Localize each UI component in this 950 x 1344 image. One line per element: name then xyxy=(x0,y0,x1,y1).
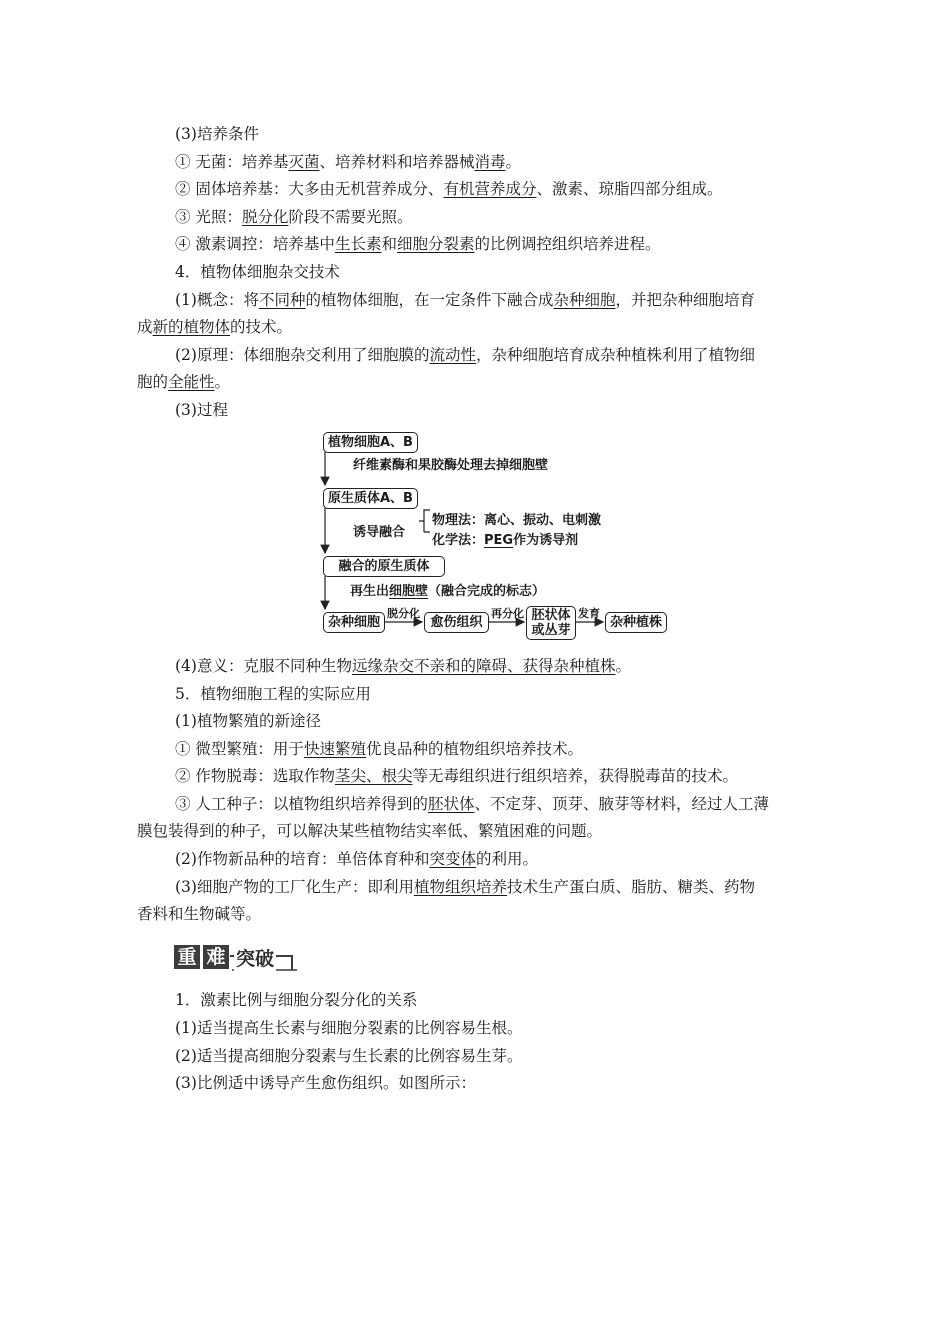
culture-item-solid-medium: ② 固体培养基：大多由无机营养成分、有机营养成分、激素、琼脂四部分组成。 xyxy=(175,180,723,198)
micropropagation-line: ① 微型繁殖：用于快速繁殖优良品种的植物组织培养技术。 xyxy=(175,740,583,758)
label-dedifferentiation: 脱分化 xyxy=(387,607,420,620)
label-develop: 发育 xyxy=(578,607,600,620)
label-redifferentiation: 再分化 xyxy=(491,607,524,620)
factory-production-line-2: 香料和生物碱等。 xyxy=(137,905,262,923)
rooting-line: (1)适当提高生长素与细胞分裂素的比例容易生根。 xyxy=(175,1019,523,1037)
key-difficulty-banner xyxy=(172,942,302,976)
artificial-seed-line-2: 膜包装得到的种子，可以解决某些植物结实率低、繁殖困难的问题。 xyxy=(137,822,603,840)
culture-item-light: ③ 光照：脱分化阶段不需要光照。 xyxy=(175,208,413,226)
culture-item-sterile: ① 无菌：培养基灭菌、培养材料和培养器械消毒。 xyxy=(175,153,521,171)
banner-char-1: 重 xyxy=(177,946,197,968)
box-callus: 愈伤组织 xyxy=(424,612,489,633)
significance-line: (4)意义：克服不同种生物远缘杂交不亲和的障碍、获得杂种植株。 xyxy=(175,657,631,675)
process-heading: (3)过程 xyxy=(175,401,228,419)
new-variety-line: (2)作物新品种的培育：单倍体育种和突变体的利用。 xyxy=(175,850,538,868)
callus-line: (3)比例适中诱导产生愈伤组织。如图所示： xyxy=(175,1074,476,1092)
hormone-ratio-heading: 1．激素比例与细胞分裂分化的关系 xyxy=(175,991,418,1009)
propagation-heading: (1)植物繁殖的新途径 xyxy=(175,712,321,730)
principle-line-1: (2)原理：体细胞杂交利用了细胞膜的流动性，杂种细胞培育成杂种植株利用了植物细 xyxy=(175,346,755,364)
box-protoplasts: 原生质体A、B xyxy=(323,488,418,509)
culture-heading: (3)培养条件 xyxy=(175,125,259,143)
fusion-bracket xyxy=(419,510,430,532)
label-enzyme: 纤维素酶和果胶酶处理去掉细胞壁 xyxy=(353,458,549,473)
label-physical-method: 物理法：离心、振动、电刺激 xyxy=(432,513,602,528)
label-regenerate-wall: 再生出细胞壁（融合完成的标志） xyxy=(350,584,546,599)
box-fused-protoplast: 融合的原生质体 xyxy=(323,556,445,577)
concept-line-1: (1)概念：将不同种的植物体细胞，在一定条件下融合成杂种细胞，并把杂种细胞培育 xyxy=(175,291,756,309)
banner-breakthrough: 突破 xyxy=(236,948,275,970)
concept-line-2: 成新的植物体的技术。 xyxy=(137,318,293,336)
section-5-heading: 5．植物细胞工程的实际应用 xyxy=(175,685,371,703)
sprouting-line: (2)适当提高细胞分裂素与生长素的比例容易生芽。 xyxy=(175,1047,523,1065)
banner-char-2: 难 xyxy=(206,946,226,968)
box-hybrid-plant: 杂种植株 xyxy=(605,612,667,633)
principle-line-2: 胞的全能性。 xyxy=(137,373,231,391)
culture-item-hormone: ④ 激素调控：培养基中生长素和细胞分裂素的比例调控组织培养进程。 xyxy=(175,235,661,253)
label-induce-fusion: 诱导融合 xyxy=(353,525,406,540)
section-4-heading: 4．植物体细胞杂交技术 xyxy=(175,263,340,281)
detox-line: ② 作物脱毒：选取作物茎尖、根尖等无毒组织进行组织培养，获得脱毒苗的技术。 xyxy=(175,767,738,785)
diagram-connectors xyxy=(0,0,950,650)
factory-production-line-1: (3)细胞产物的工厂化生产：即利用植物组织培养技术生产蛋白质、脂肪、糖类、药物 xyxy=(175,878,755,896)
box-hybrid-cell: 杂种细胞 xyxy=(323,612,385,633)
box-plant-cells: 植物细胞A、B xyxy=(323,432,418,453)
label-chemical-method: 化学法：PEG作为诱导剂 xyxy=(432,533,579,548)
artificial-seed-line-1: ③ 人工种子：以植物组织培养得到的胚状体、不定芽、顶芽、腋芽等材料，经过人工薄 xyxy=(175,795,769,813)
box-embryoid: 胚状体 或丛芽 xyxy=(526,606,576,640)
